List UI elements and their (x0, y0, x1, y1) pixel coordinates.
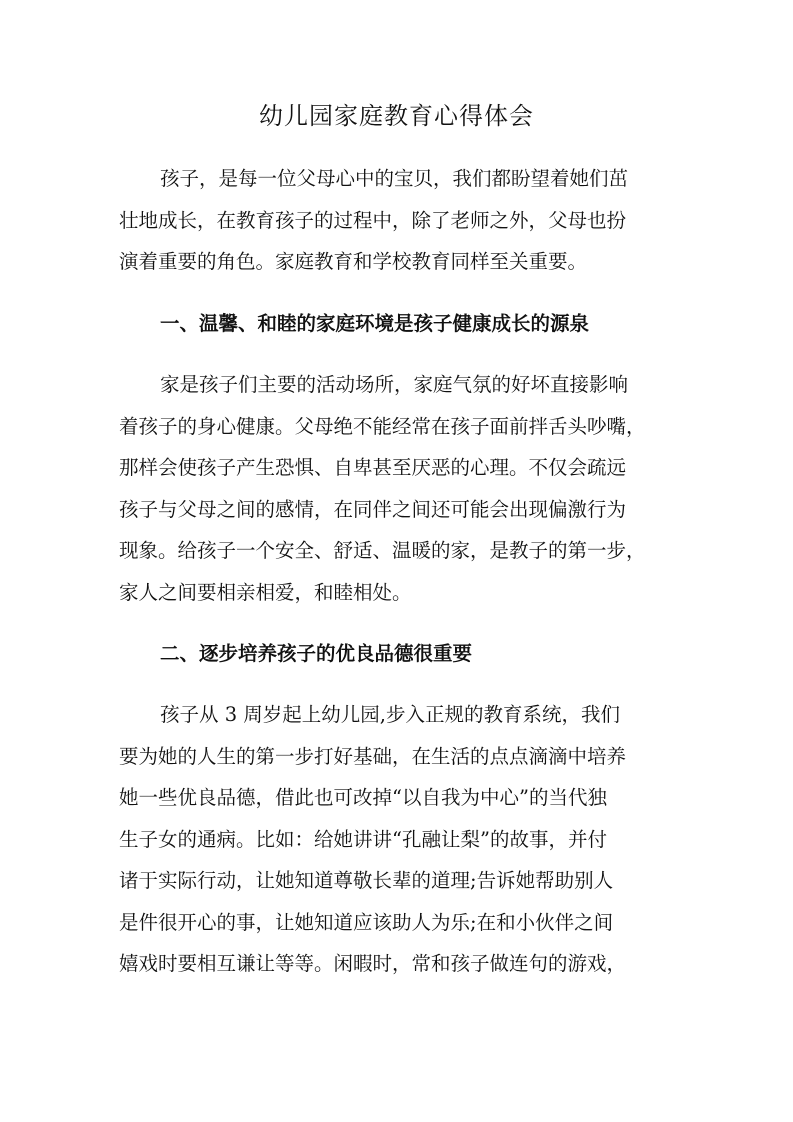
intro-paragraph (119, 158, 679, 283)
section2-heading: 二、逐步培养孩子的优良品德很重要 (160, 642, 473, 665)
paragraph-line: 孩子从 3 周岁起上幼儿园,步入正规的教育系统，我们 (160, 703, 621, 726)
document-title: 幼儿园家庭教育心得体会 (259, 102, 534, 130)
paragraph-line: 生子女的通病。比如：给她讲讲“孔融让梨”的故事，并付 (119, 827, 607, 851)
paragraph-line: 家人之间要相亲相爱，和睦相处。 (119, 580, 412, 604)
paragraph-line: 家是孩子们主要的活动场所，家庭气氛的好坏直接影响 (160, 373, 629, 396)
paragraph-line: 着孩子的身心健康。父母绝不能经常在孩子面前拌舌头吵嘴， (119, 414, 646, 438)
paragraph-line: 壮地成长，在教育孩子的过程中，除了老师之外，父母也扮 (119, 208, 627, 232)
paragraph-line: 她一些优良品德，借此也可改掉“以自我为中心”的当代独 (119, 786, 607, 809)
section2-paragraph (119, 694, 679, 985)
section1-paragraph (119, 364, 679, 613)
paragraph-line: 现象。给孩子一个安全、舒适、温暖的家，是教子的第一步， (119, 539, 646, 562)
paragraph-line: 要为她的人生的第一步打好基础，在生活的点点滴滴中培养 (119, 744, 627, 768)
paragraph-line: 孩子，是每一位父母心中的宝贝，我们都盼望着她们茁 (160, 167, 629, 190)
paragraph-line: 那样会使孩子产生恐惧、自卑甚至厌恶的心理。不仅会疏远 (119, 456, 627, 479)
paragraph-line: 孩子与父母之间的感情，在同伴之间还可能会出现偏激行为 (119, 497, 627, 521)
paragraph-line: 演着重要的角色。家庭教育和学校教育同样至关重要。 (119, 250, 588, 273)
paragraph-line: 诸于实际行动，让她知道尊敬长辈的道理;告诉她帮助别人 (119, 869, 614, 892)
paragraph-line: 嬉戏时要相互谦让等等。闲暇时，常和孩子做连句的游戏， (119, 952, 627, 975)
paragraph-line: 是件很开心的事，让她知道应该助人为乐;在和小伙伴之间 (119, 910, 614, 934)
section1-heading: 一、温馨、和睦的家庭环境是孩子健康成长的源泉 (160, 312, 590, 335)
